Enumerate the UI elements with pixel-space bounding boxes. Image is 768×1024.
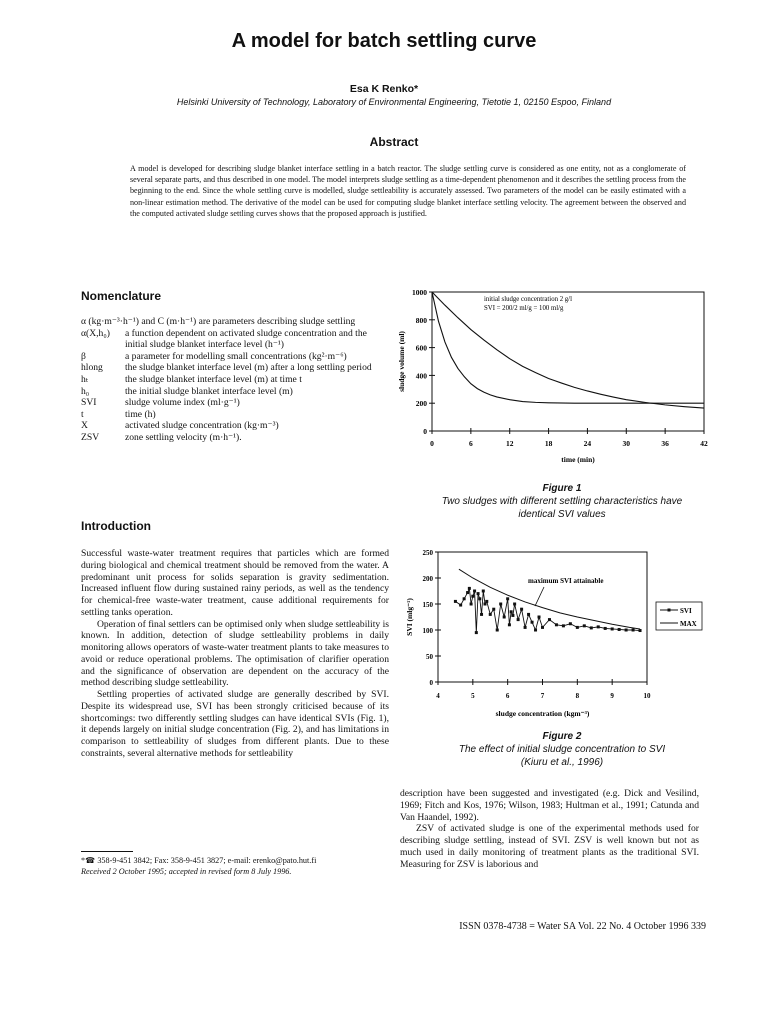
svi-data-point: [541, 626, 544, 629]
nomenclature-definition: sludge volume index (ml·g⁻¹): [125, 397, 240, 409]
figure-1-label: Figure 1: [542, 483, 582, 494]
x-tick-label: 6: [468, 439, 473, 448]
nomenclature-item: [81, 374, 389, 386]
figure-2-chart: [392, 543, 712, 723]
svi-data-point: [520, 608, 523, 611]
svi-data-point: [484, 603, 487, 606]
svi-data-point: [477, 592, 480, 595]
nomenclature-item: [81, 328, 389, 351]
svi-data-point: [618, 628, 621, 631]
nomenclature-symbol: h₀: [81, 385, 90, 397]
svi-data-point: [471, 595, 474, 598]
nomenclature-symbol: hlong: [81, 362, 103, 374]
nomenclature-definition: the sludge blanket interface level (m) at time t: [125, 373, 302, 385]
y-tick-label: 0: [423, 427, 427, 436]
y-tick-label: 600: [415, 343, 427, 353]
footnote-contact: *☎ 358-9-451 3842; Fax: 358-9-451 3827; e-mail: erenko@pato.hut.fi: [81, 856, 317, 865]
x-tick-label: 42: [700, 439, 708, 448]
svi-data-point: [480, 613, 483, 616]
svi-data-point: [489, 613, 492, 616]
svi-data-point: [510, 610, 513, 613]
nomenclature-definition: the sludge blanket interface level (m) after a long settling period: [125, 362, 372, 374]
figure-2-caption-text: The effect of initial sludge concentration to SVI: [458, 744, 666, 755]
svi-data-point: [508, 623, 511, 626]
figure-2-caption: [412, 730, 712, 769]
intro-paragraph: Operation of final settlers can be optimised only when sludge settleability is known. In addition, detection of sludge settleability problems in daily monitoring allows operators of waste-water treatment plants to take measures to avoid or reduce operational problems. The optimisation of clarifier operation and the significance of observation are dependent on the accuracy of the method describing sludge settleability.: [81, 618, 389, 689]
nomenclature-symbol: t: [81, 408, 84, 420]
svi-data-point: [485, 600, 488, 603]
y-tick-label: 1000: [412, 288, 427, 297]
svi-data-point: [534, 629, 537, 632]
plot-frame: [438, 552, 647, 682]
svi-data-point: [625, 629, 628, 632]
body-paragraph: ZSV of activated sludge is one of the experimental methods used for describing sludge settling, instead of SVI. ZSV is well known but not as much used in daily monitoring of treatment plants as the traditional SVI. Measuring for ZSV is laborious and: [400, 823, 699, 870]
svi-data-point: [590, 626, 593, 629]
nomenclature-item: [81, 362, 389, 374]
chart-annotation: maximum SVI attainable: [528, 577, 604, 585]
nomenclature-symbol: hₜ: [81, 373, 89, 385]
svi-data-point: [604, 627, 607, 630]
footnote-received: Received 2 October 1995; accepted in revised form 8 July 1996.: [81, 867, 292, 876]
svi-data-point: [555, 623, 558, 626]
legend-label: MAX: [680, 620, 697, 628]
y-axis-label: SVI (mlg⁻¹): [405, 598, 414, 636]
x-axis-label: time (min): [561, 455, 595, 464]
svi-data-point: [576, 626, 579, 629]
x-tick-label: 36: [661, 439, 669, 448]
y-tick-label: 100: [422, 627, 433, 635]
svi-data-point: [492, 608, 495, 611]
figure-1-chart: [392, 284, 712, 474]
nomenclature-item: [81, 409, 389, 421]
right-column-text: [400, 788, 699, 870]
svi-data-point: [538, 616, 541, 619]
svi-data-point: [473, 590, 476, 593]
svi-data-point: [517, 618, 520, 621]
svi-data-point: [463, 597, 466, 600]
y-tick-label: 0: [429, 679, 433, 687]
introduction-heading: Introduction: [81, 519, 151, 533]
svi-data-point: [548, 618, 551, 621]
abstract-heading: Abstract: [369, 135, 419, 149]
introduction-text: [81, 548, 389, 760]
svi-data-point: [597, 625, 600, 628]
svi-data-point: [583, 624, 586, 627]
x-tick-label: 10: [643, 692, 651, 700]
journal-footer: ISSN 0378-4738 = Water SA Vol. 22 No. 4 October 1996 339: [459, 921, 706, 932]
chart-annotation: SVI = 200/2 ml/g = 100 ml/g: [484, 305, 564, 312]
nomenclature-list: [81, 316, 389, 444]
svi-data-point: [475, 631, 478, 634]
nomenclature-symbol: ZSV: [81, 431, 100, 443]
y-tick-label: 150: [422, 601, 433, 609]
x-tick-label: 4: [436, 692, 440, 700]
svi-data-point: [503, 616, 506, 619]
nomenclature-symbol: X: [81, 420, 88, 432]
figure-1-caption: [412, 482, 712, 521]
x-tick-label: 5: [471, 692, 475, 700]
svi-series-line: [455, 588, 640, 632]
svi-data-point: [513, 603, 516, 606]
body-paragraph: description have been suggested and investigated (e.g. Dick and Vesilind, 1969; Fitch and Kos, 1976; Wilson, 1983; Hultman et al., 1991; Catunda and Van Haandel, 1992).: [400, 788, 699, 823]
x-tick-label: 12: [505, 439, 514, 448]
figure-2-label: Figure 2: [542, 731, 582, 742]
series-line: [432, 292, 704, 403]
nomenclature-item: [81, 420, 389, 432]
y-axis-label: sludge volume (ml): [397, 331, 406, 392]
svi-data-point: [569, 622, 572, 625]
svi-data-point: [511, 614, 514, 617]
legend-label: SVI: [680, 607, 692, 615]
svi-data-point: [468, 587, 471, 590]
nomenclature-symbol: β: [81, 350, 86, 362]
footnote-rule: [81, 851, 133, 852]
nomenclature-definition: zone settling velocity (m·h⁻¹).: [125, 431, 242, 443]
nomenclature-first: α (kg·m⁻³·h⁻¹) and C (m·h⁻¹) are parameters describing sludge settling: [81, 316, 356, 327]
figure-2-citation: (Kiuru et al., 1996): [520, 757, 604, 768]
nomenclature-heading: Nomenclature: [81, 289, 162, 303]
legend-marker-svi: [668, 609, 671, 612]
y-tick-label: 400: [415, 371, 427, 381]
x-tick-label: 24: [583, 439, 592, 448]
svi-data-point: [611, 627, 614, 630]
nomenclature-item: [81, 386, 389, 398]
footnote: [81, 855, 401, 877]
y-tick-label: 800: [415, 315, 427, 325]
svi-data-point: [562, 624, 565, 627]
x-tick-label: 0: [430, 439, 434, 448]
figure-1-caption-text: Two sludges with different settling characteristics have identical SVI values: [441, 496, 683, 520]
svi-data-point: [506, 597, 509, 600]
y-tick-label: 250: [422, 549, 433, 557]
svi-data-point: [499, 603, 502, 606]
y-tick-label: 200: [415, 399, 427, 409]
paper-title: A model for batch settling curve: [231, 30, 537, 52]
svi-data-point: [527, 613, 530, 616]
svi-data-point: [496, 629, 499, 632]
svi-data-point: [454, 600, 457, 603]
svi-data-point: [470, 603, 473, 606]
nomenclature-definition: a function dependent on activated sludge concentration and the initial sludge blanket interface level (h⁻¹): [125, 327, 367, 351]
nomenclature-symbol: α(X,h₀): [81, 327, 110, 339]
x-tick-label: 9: [610, 692, 614, 700]
nomenclature-definition: activated sludge concentration (kg·m⁻³): [125, 420, 279, 432]
series-line: [432, 292, 704, 408]
x-tick-label: 8: [575, 692, 580, 700]
svi-data-point: [639, 629, 642, 632]
svi-data-point: [466, 591, 469, 594]
nomenclature-item: [81, 397, 389, 409]
svi-data-point: [524, 626, 527, 629]
svi-data-point: [632, 629, 635, 632]
author-affiliation: Helsinki University of Technology, Laboratory of Environmental Engineering, Tietotie 1, 02150 Espoo, Finland: [176, 97, 612, 107]
intro-paragraph: Settling properties of activated sludge are generally described by SVI. Despite its widespread use, SVI has been strongly criticised because of its shortcomings: two differently settling sludges can have identical SVIs (Fig. 1), it depends largely on initial sludge concentration (Fig. 2), and has limitations in comparison to settleability of sludges from different plants. Due to these constraints, several alternative methods for settleability: [81, 689, 389, 759]
y-tick-label: 50: [426, 653, 433, 661]
chart-annotation: initial sludge concentration 2 g/l: [484, 296, 572, 303]
svi-data-point: [459, 604, 462, 607]
nomenclature-definition: time (h): [125, 408, 156, 420]
nomenclature-item: [81, 432, 389, 444]
svi-data-point: [531, 621, 534, 624]
nomenclature-definition: the initial sludge blanket interface level (m): [125, 385, 293, 397]
x-tick-label: 18: [544, 439, 553, 448]
nomenclature-definition: a parameter for modelling small concentrations (kg²·m⁻⁶): [125, 350, 347, 362]
x-axis-label: sludge concentration (kgm⁻³): [495, 709, 590, 718]
x-tick-label: 6: [505, 692, 510, 700]
nomenclature-symbol: SVI: [81, 397, 97, 409]
y-tick-label: 200: [422, 575, 433, 583]
abstract-text: A model is developed for describing sludge blanket interface settling in a batch reactor. The sludge settling curve is considered as one entity, not as a conglomerate of several separate parts, and thus described in one model. The model interprets sludge settling as a time-dependent phenomenon and it describes the settling process from the beginning to the end. Since the whole settling curve is modelled, sludge settleability is accurately assessed. Two parameters of the model can be easily estimated with a non-linear estimation method. The derivative of the model can be used for computing sludge blanket interface settling velocity. The agreement between the observed and the computed activated sludge settling curves shows that the proposed approach is justified.: [130, 164, 686, 218]
nomenclature-item: [81, 351, 389, 363]
author-name: Esa K Renko*: [349, 83, 419, 95]
x-tick-label: 30: [622, 439, 631, 448]
intro-paragraph: Successful waste-water treatment requires that particles which are formed during biological and chemical treatment should be removed from the water. A predominant unit process for solids separation is gravity sedimentation. Increased influent flow during sustained rainy periods, as well as the tendency for chemical-free waste-water treatment, cause additional requirements for settling tanks operation.: [81, 548, 389, 618]
svi-data-point: [478, 597, 481, 600]
annotation-arrow: [535, 587, 544, 606]
x-tick-label: 7: [540, 692, 545, 700]
plot-frame: [432, 292, 704, 431]
svi-data-point: [482, 590, 485, 593]
